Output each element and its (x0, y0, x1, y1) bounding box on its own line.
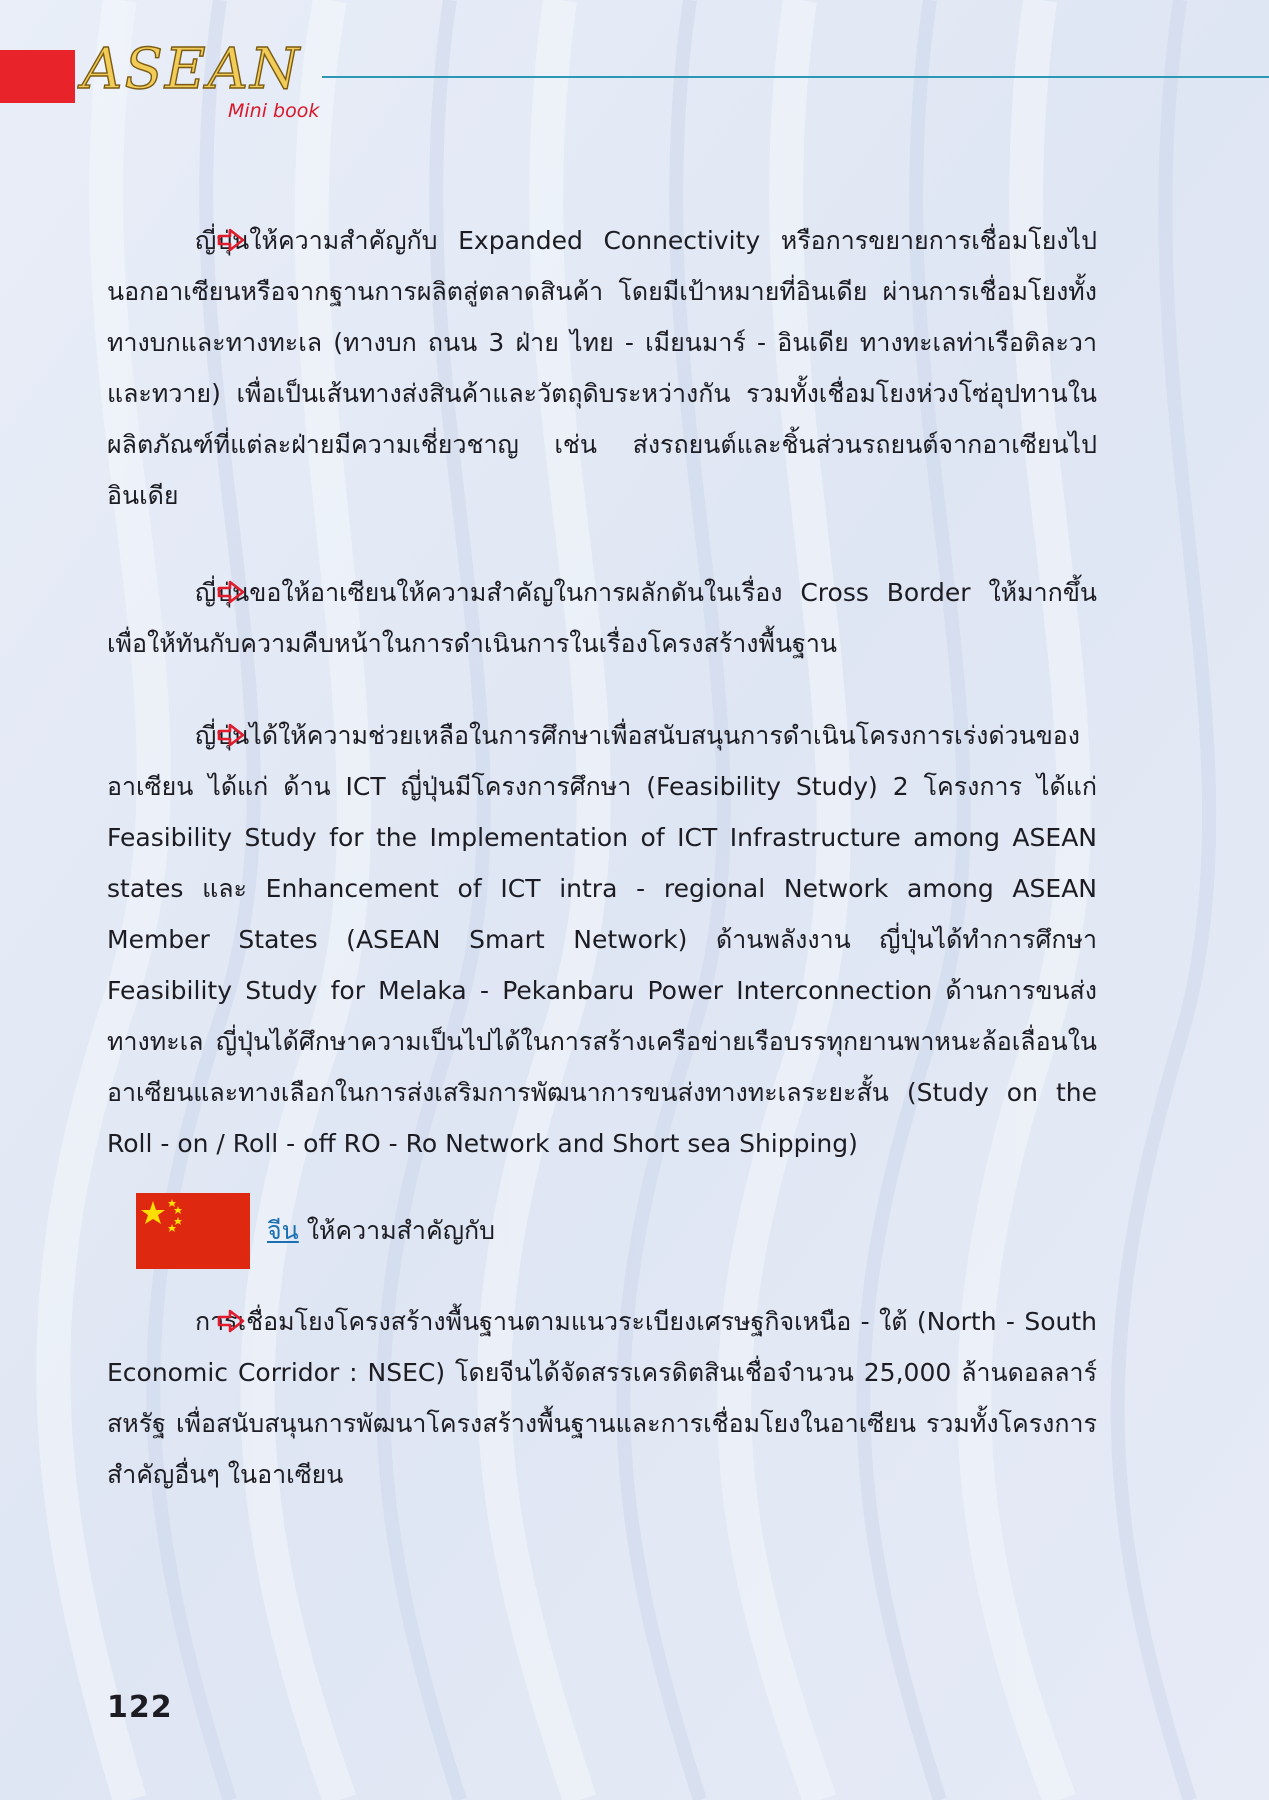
spacer (107, 521, 1097, 567)
page-number: 122 (107, 1690, 173, 1725)
spacer (107, 669, 1097, 710)
brand-title: ASEAN (82, 37, 302, 102)
paragraph-text: การเชื่อมโยงโครงสร้างพื้นฐานตามแนวระเบียงเศรษฐกิจเหนือ - ใต้ (North - South Economic Corridor : NSEC) โดยจีนได้จัดสรรเครดิตสินเชื่อจำนวน 25,000 ล้านดอลลาร์สหรัฐ เพื่อสนับสนุนการพัฒนาโครงสร้างพื้นฐานและการเชื่อมโยงในอาเซียน รวมทั้งโครงการสำคัญอื่นๆ ในอาเซียน (107, 1307, 1097, 1489)
paragraph-text: ญี่ปุ่นขอให้อาเซียนให้ความสำคัญในการผลักดันในเรื่อง Cross Border ให้มากขึ้น เพื่อให้ทันกับความคืบหน้าในการดำเนินการในเรื่องโครงสร้างพื้นฐาน (107, 578, 1097, 658)
arrow-right-outline-icon (216, 720, 246, 750)
paragraph-japan-cross-border (107, 567, 1097, 669)
paragraph-japan-studies (107, 710, 1097, 1169)
header-red-block (0, 50, 75, 103)
arrow-right-outline-icon (216, 225, 246, 255)
header-rule (322, 76, 1269, 78)
brand-subtitle: Mini book (228, 100, 320, 122)
paragraph-text: ญี่ปุ่นได้ให้ความช่วยเหลือในการศึกษาเพื่อสนับสนุนการดำเนินโครงการเร่งด่วนของอาเซียน ได้แก่ ด้าน ICT ญี่ปุ่นมีโครงการศึกษา (Feasibility Study) 2 โครงการ ได้แก่ Feasibility Study for the Implementation of ICT Infrastructure among ASEAN states และ Enhancement of ICT intra - regional Network among ASEAN Member States (ASEAN Smart Network) ด้านพลังงาน ญี่ปุ่นได้ทำการศึกษา Feasibility Study for Melaka - Pekanbaru Power Interconnection ด้านการขนส่งทางทะเล ญี่ปุ่นได้ศึกษาความเป็นไปได้ในการสร้างเครือข่ายเรือบรรทุกยานพาหนะล้อเลื่อนในอาเซียนและทางเลือกในการส่งเสริมการพัฒนาการขนส่งทางทะเลระยะสั้น (Study on the Roll - on / Roll - off RO - Ro Network and Short sea Shipping) (107, 721, 1097, 1158)
paragraph-china-nsec (107, 1296, 1097, 1500)
china-heading (107, 1193, 1097, 1271)
china-label-text: ให้ความสำคัญกับ (306, 1216, 495, 1245)
paragraph-japan-connectivity (107, 215, 1097, 521)
brand-logo (82, 37, 320, 122)
china-flag-icon (136, 1193, 250, 1269)
arrow-right-outline-icon (216, 1306, 246, 1336)
paragraph-text: ญี่ปุ่นให้ความสำคัญกับ Expanded Connectivity หรือการขยายการเชื่อมโยงไปนอกอาเซียนหรือจากฐานการผลิตสู่ตลาดสินค้า โดยมีเป้าหมายที่อินเดีย ผ่านการเชื่อมโยงทั้งทางบกและทางทะเล (ทางบก ถนน 3 ฝ่าย ไทย - เมียนมาร์ - อินเดีย ทางทะเลท่าเรือติละวาและทวาย) เพื่อเป็นเส้นทางส่งสินค้าและวัตถุดิบระหว่างกัน รวมทั้งเชื่อมโยงห่วงโซ่อุปทานในผลิตภัณฑ์ที่แต่ละฝ่ายมีความเชี่ยวชาญ เช่น ส่งรถยนต์และชิ้นส่วนรถยนต์จากอาเซียนไปอินเดีย (107, 226, 1097, 510)
china-label (267, 1205, 495, 1256)
china-link[interactable]: จีน (267, 1216, 299, 1245)
main-content (107, 215, 1097, 1500)
arrow-right-outline-icon (216, 577, 246, 607)
